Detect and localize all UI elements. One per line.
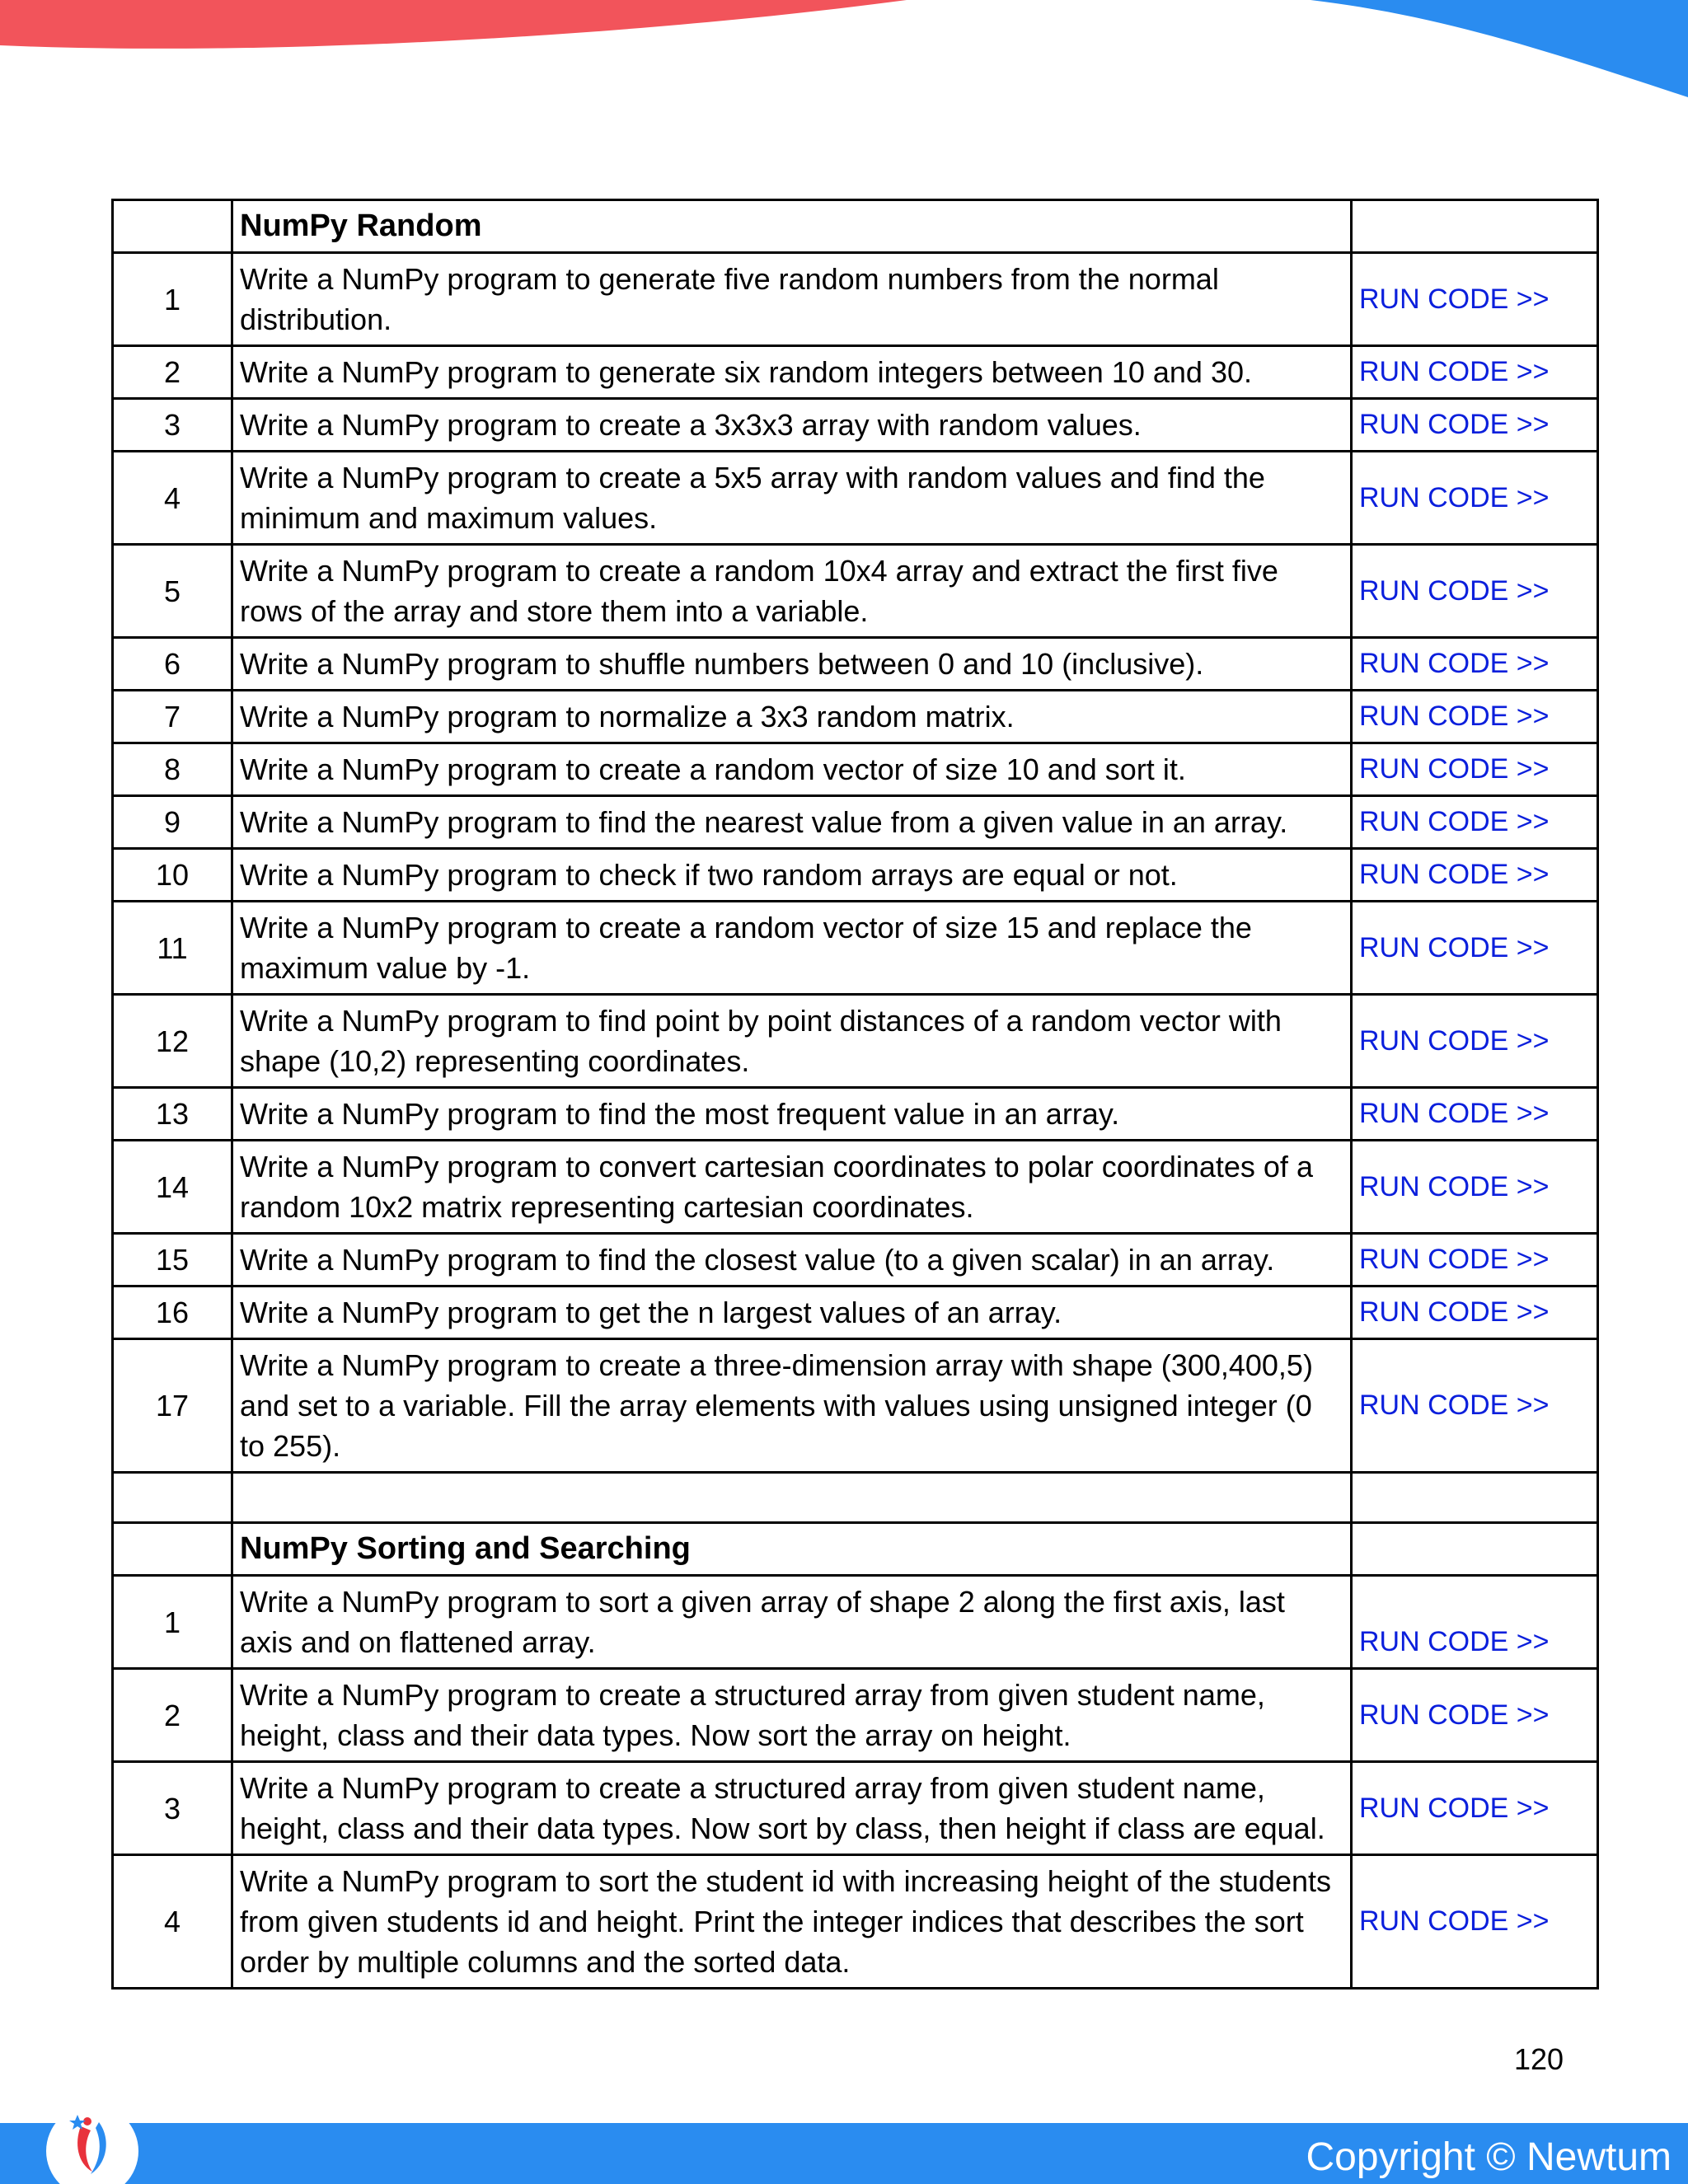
section-num-cell xyxy=(113,1523,232,1576)
row-number: 15 xyxy=(113,1234,232,1286)
table-row xyxy=(113,995,1598,1088)
section-title: NumPy Random xyxy=(232,200,1352,253)
table-row xyxy=(113,1286,1598,1339)
row-number: 10 xyxy=(113,849,232,902)
run-code-link[interactable]: RUN CODE >> xyxy=(1352,452,1598,545)
exercise-text: Write a NumPy program to find the nearest value from a given value in an array. xyxy=(232,796,1352,849)
table-row xyxy=(113,1669,1598,1762)
exercise-text: Write a NumPy program to get the n largest values of an array. xyxy=(232,1286,1352,1339)
table-row xyxy=(113,1141,1598,1234)
newtum-logo-icon xyxy=(41,2093,140,2184)
run-code-link[interactable]: RUN CODE >> xyxy=(1352,346,1598,399)
row-number: 5 xyxy=(113,545,232,638)
run-code-link[interactable]: RUN CODE >> xyxy=(1352,1762,1598,1855)
section-num-cell xyxy=(113,200,232,253)
section-title: NumPy Sorting and Searching xyxy=(232,1523,1352,1576)
run-code-link[interactable]: RUN CODE >> xyxy=(1352,1141,1598,1234)
table-row xyxy=(113,452,1598,545)
table-row xyxy=(113,902,1598,995)
table-row xyxy=(113,545,1598,638)
exercise-text: Write a NumPy program to check if two random arrays are equal or not. xyxy=(232,849,1352,902)
section-link-cell xyxy=(1352,1523,1598,1576)
run-code-link[interactable]: RUN CODE >> xyxy=(1352,1339,1598,1473)
exercise-text: Write a NumPy program to shuffle numbers between 0 and 10 (inclusive). xyxy=(232,638,1352,691)
table-row xyxy=(113,253,1598,346)
run-code-link[interactable]: RUN CODE >> xyxy=(1352,1669,1598,1762)
run-code-link[interactable]: RUN CODE >> xyxy=(1352,743,1598,796)
exercise-text: Write a NumPy program to create a random vector of size 10 and sort it. xyxy=(232,743,1352,796)
run-code-link[interactable]: RUN CODE >> xyxy=(1352,995,1598,1088)
blank-cell xyxy=(232,1473,1352,1523)
table-row xyxy=(113,399,1598,452)
row-number: 4 xyxy=(113,452,232,545)
row-number: 13 xyxy=(113,1088,232,1141)
table-row xyxy=(113,1762,1598,1855)
exercise-text: Write a NumPy program to create a structured array from given student name, height, class and their data types. Now sort the array on height. xyxy=(232,1669,1352,1762)
exercise-text: Write a NumPy program to generate five random numbers from the normal distribution. xyxy=(232,253,1352,346)
row-number: 14 xyxy=(113,1141,232,1234)
section-link-cell xyxy=(1352,200,1598,253)
row-number: 1 xyxy=(113,253,232,346)
blank-cell xyxy=(1352,1473,1598,1523)
exercise-text: Write a NumPy program to convert cartesian coordinates to polar coordinates of a random 10x2 matrix representing cartesian coordinates. xyxy=(232,1141,1352,1234)
copyright-text: Copyright © Newtum xyxy=(1306,2135,1672,2179)
exercise-text: Write a NumPy program to create a random vector of size 15 and replace the maximum value by -1. xyxy=(232,902,1352,995)
row-number: 6 xyxy=(113,638,232,691)
table-row xyxy=(113,743,1598,796)
row-number: 2 xyxy=(113,346,232,399)
exercise-text: Write a NumPy program to create a random 10x4 array and extract the first five rows of the array and store them into a variable. xyxy=(232,545,1352,638)
exercise-text: Write a NumPy program to generate six random integers between 10 and 30. xyxy=(232,346,1352,399)
exercise-text: Write a NumPy program to create a 5x5 array with random values and find the minimum and maximum values. xyxy=(232,452,1352,545)
run-code-link[interactable]: RUN CODE >> xyxy=(1352,253,1598,346)
blank-row xyxy=(113,1473,1598,1523)
row-number: 7 xyxy=(113,691,232,743)
exercise-text: Write a NumPy program to find point by point distances of a random vector with shape (10,2) representing coordinates. xyxy=(232,995,1352,1088)
run-code-link[interactable]: RUN CODE >> xyxy=(1352,1088,1598,1141)
row-number: 8 xyxy=(113,743,232,796)
row-number: 4 xyxy=(113,1855,232,1989)
exercise-text: Write a NumPy program to sort the student id with increasing height of the students from given students id and height. Print the integer indices that describes the sort order by multiple columns and the sorted data. xyxy=(232,1855,1352,1989)
run-code-link[interactable]: RUN CODE >> xyxy=(1352,399,1598,452)
header-decoration xyxy=(0,0,1688,107)
table-row xyxy=(113,1339,1598,1473)
row-number: 16 xyxy=(113,1286,232,1339)
row-number: 1 xyxy=(113,1576,232,1669)
table-row xyxy=(113,1576,1598,1669)
page-number: 120 xyxy=(1514,2042,1564,2076)
exercise-table xyxy=(111,199,1599,1990)
exercise-text: Write a NumPy program to find the closest value (to a given scalar) in an array. xyxy=(232,1234,1352,1286)
row-number: 11 xyxy=(113,902,232,995)
run-code-link[interactable]: RUN CODE >> xyxy=(1352,1576,1598,1669)
table-row xyxy=(113,691,1598,743)
row-number: 12 xyxy=(113,995,232,1088)
row-number: 17 xyxy=(113,1339,232,1473)
row-number: 2 xyxy=(113,1669,232,1762)
table-row xyxy=(113,638,1598,691)
run-code-link[interactable]: RUN CODE >> xyxy=(1352,638,1598,691)
table-row xyxy=(113,346,1598,399)
run-code-link[interactable]: RUN CODE >> xyxy=(1352,545,1598,638)
run-code-link[interactable]: RUN CODE >> xyxy=(1352,902,1598,995)
exercise-text: Write a NumPy program to normalize a 3x3 random matrix. xyxy=(232,691,1352,743)
exercise-text: Write a NumPy program to find the most frequent value in an array. xyxy=(232,1088,1352,1141)
exercise-text: Write a NumPy program to create a 3x3x3 array with random values. xyxy=(232,399,1352,452)
row-number: 3 xyxy=(113,399,232,452)
run-code-link[interactable]: RUN CODE >> xyxy=(1352,691,1598,743)
table-row xyxy=(113,1234,1598,1286)
run-code-link[interactable]: RUN CODE >> xyxy=(1352,849,1598,902)
run-code-link[interactable]: RUN CODE >> xyxy=(1352,1234,1598,1286)
table-row xyxy=(113,1855,1598,1989)
exercise-text: Write a NumPy program to sort a given array of shape 2 along the first axis, last axis and on flattened array. xyxy=(232,1576,1352,1669)
exercise-text: Write a NumPy program to create a three-dimension array with shape (300,400,5) and set to a variable. Fill the array elements with values using unsigned integer (0 to 255). xyxy=(232,1339,1352,1473)
row-number: 3 xyxy=(113,1762,232,1855)
table-row xyxy=(113,796,1598,849)
blank-cell xyxy=(113,1473,232,1523)
row-number: 9 xyxy=(113,796,232,849)
table-row xyxy=(113,1088,1598,1141)
table-row xyxy=(113,849,1598,902)
section-header-random xyxy=(113,200,1598,253)
run-code-link[interactable]: RUN CODE >> xyxy=(1352,796,1598,849)
section-header-sorting xyxy=(113,1523,1598,1576)
run-code-link[interactable]: RUN CODE >> xyxy=(1352,1286,1598,1339)
exercise-text: Write a NumPy program to create a structured array from given student name, height, class and their data types. Now sort by class, then height if class are equal. xyxy=(232,1762,1352,1855)
run-code-link[interactable]: RUN CODE >> xyxy=(1352,1855,1598,1989)
